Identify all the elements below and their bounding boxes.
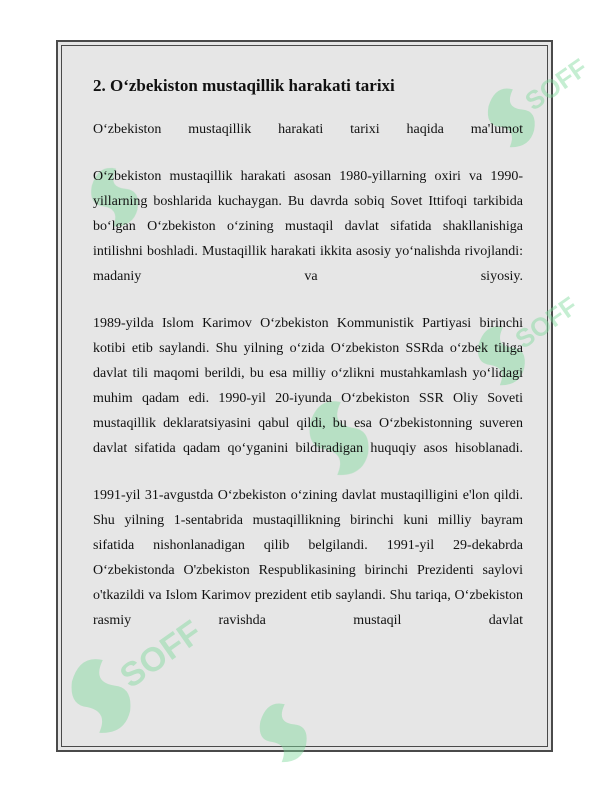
paragraph-1: O‘zbekiston mustaqillik harakati asosan 1980-yillarning oxiri va 1990-yillarning boshlarida kuchaygan. Bu davrda sobiq Sovet Ittifoqi tarkibida bo‘lgan O‘zbekiston o‘zining mustaqil davlat sifatida shakllanishiga intilishni boshladi. Mustaqillik harakati ikkita asosiy yo‘nalishda rivojlandi: madaniy va siyosiy. bbox=[93, 169, 523, 284]
paragraph-3: 1991-yil 31-avgustda O‘zbekiston o‘zining davlat mustaqilligini e'lon qildi. Shu yilning 1-sentabrida mustaqillikning birinchi kuni milliy bayram sifatida nishonlanadigan qilib belgilandi. 1991-yil 29-dekabrda O‘zbekistonda O'zbekiston Respublikasining birinchi Prezidenti saylovi o'tkazildi va Islom Karimov prezident etib saylandi. Shu tariqa, O‘zbekiston rasmiy ravishda mustaqil davlat bbox=[93, 488, 523, 628]
subtitle-line: O‘zbekiston mustaqillik harakati tarixi haqida ma'lumot bbox=[93, 122, 523, 137]
paragraph-2: 1989-yilda Islom Karimov O‘zbekiston Kommunistik Partiyasi birinchi kotibi etib saylandi. Shu yilning o‘zida O‘zbekiston SSRda o‘zbek tiliga davlat tili maqomi berildi, bu esa milliy o‘zlikni mustahkamlash yo‘lidagi muhim qadam edi. 1990-yil 20-iyunda O‘zbekiston SSR Oliy Soveti mustaqillik deklaratsiyasini qabul qildi, bu esa O‘zbekistonning suveren davlat sifatida qadam qo‘yganini bildiradigan huquqiy asos hisoblanadi. bbox=[93, 316, 523, 456]
svg-text:SOFF: SOFF bbox=[510, 292, 583, 355]
page-border-inner bbox=[61, 45, 593, 747]
svg-text:SOFF: SOFF bbox=[113, 612, 209, 696]
svg-text:SOFF: SOFF bbox=[520, 53, 593, 117]
section-heading: 2. O‘zbekiston mustaqillik harakati tarixi bbox=[93, 76, 395, 95]
document-content bbox=[93, 74, 523, 655]
page-border-outer bbox=[56, 40, 593, 752]
